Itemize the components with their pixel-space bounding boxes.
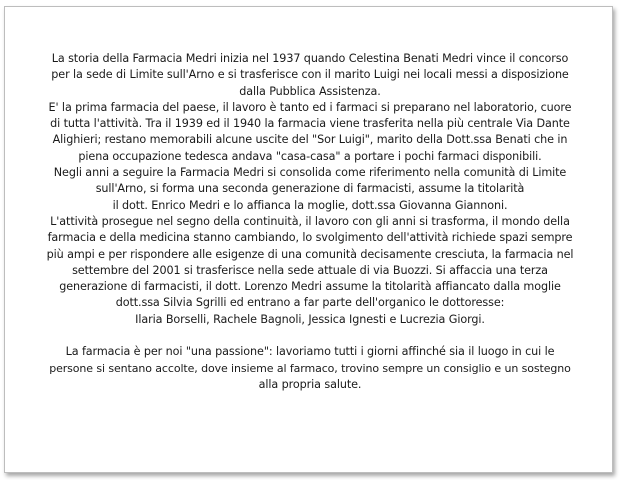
text-line: L'attività prosegue nel segno della continuità, il lavoro con gli anni si trasforma, il mondo della [50, 214, 570, 228]
text-line: settembre del 2001 si trasferisce nella sede attuale di via Buozzi. Si affaccia una terza [72, 263, 548, 277]
text-line: più ampi e per rispondere alle esigenze di una comunità decisamente cresciuta, la farmacia nel [46, 247, 574, 261]
text-line: per la sede di Limite sull'Arno e si trasferisce con il marito Luigi nei locali messi a disposizione [51, 68, 569, 82]
text-line: piena occupazione tedesca andava "casa-casa" a portare i pochi farmaci disponibili. [78, 149, 542, 163]
text-line: E' la prima farmacia del paese, il lavoro è tanto ed i farmaci si preparano nel laboratorio, cuore [48, 100, 572, 114]
paragraph-founding [45, 51, 575, 100]
paragraph-first-pharmacy [45, 100, 575, 165]
text-line: persone si sentano accolte, dove insieme al farmaco, trovino sempre un consiglio e un sostegno [49, 361, 571, 375]
history-text [45, 51, 575, 393]
text-line: farmacia e della medicina stanno cambiando, lo svolgimento dell'attività richiede spazi sempre [47, 231, 573, 245]
text-line: di tutta l'attività. Tra il 1939 ed il 1940 la farmacia viene trasferita nella più centrale Via Dante [50, 117, 570, 131]
paragraph-spacer [45, 328, 575, 344]
text-line: Ilaria Borselli, Rachele Bagnoli, Jessica Ignesti e Lucrezia Giorgi. [135, 312, 485, 326]
text-line: generazione di farmacisti, il dott. Lorenzo Medri assume la titolarità affiancato dalla moglie [59, 280, 561, 294]
text-line: dott.ssa Silvia Sgrilli ed entrano a far parte dell'organico le dottoresse: [115, 296, 505, 310]
paragraph-passion [45, 344, 575, 393]
text-line: il dott. Enrico Medri e lo affianca la moglie, dott.ssa Giovanna Giannoni. [112, 198, 508, 212]
document-frame [4, 6, 613, 473]
text-line: sull'Arno, si forma una seconda generazione di farmacisti, assume la titolarità [95, 182, 525, 196]
paragraph-second-generation [45, 165, 575, 214]
text-line: La storia della Farmacia Medri inizia nel 1937 quando Celestina Benati Medri vince il concorso [51, 52, 569, 65]
text-line: Negli anni a seguire la Farmacia Medri si consolida come riferimento nella comunità di Limite [53, 166, 567, 180]
text-line: La farmacia è per noi "una passione": lavoriamo tutti i giorni affinché sia il luogo in cui le [65, 345, 555, 359]
text-line: Alighieri; restano memorabili alcune uscite del "Sor Luigi", marito della Dott.ssa Benati che in [52, 133, 568, 147]
text-line: dalla Pubblica Assistenza. [239, 84, 381, 98]
text-line: alla propria salute. [258, 377, 362, 391]
paragraph-third-generation [45, 214, 575, 328]
